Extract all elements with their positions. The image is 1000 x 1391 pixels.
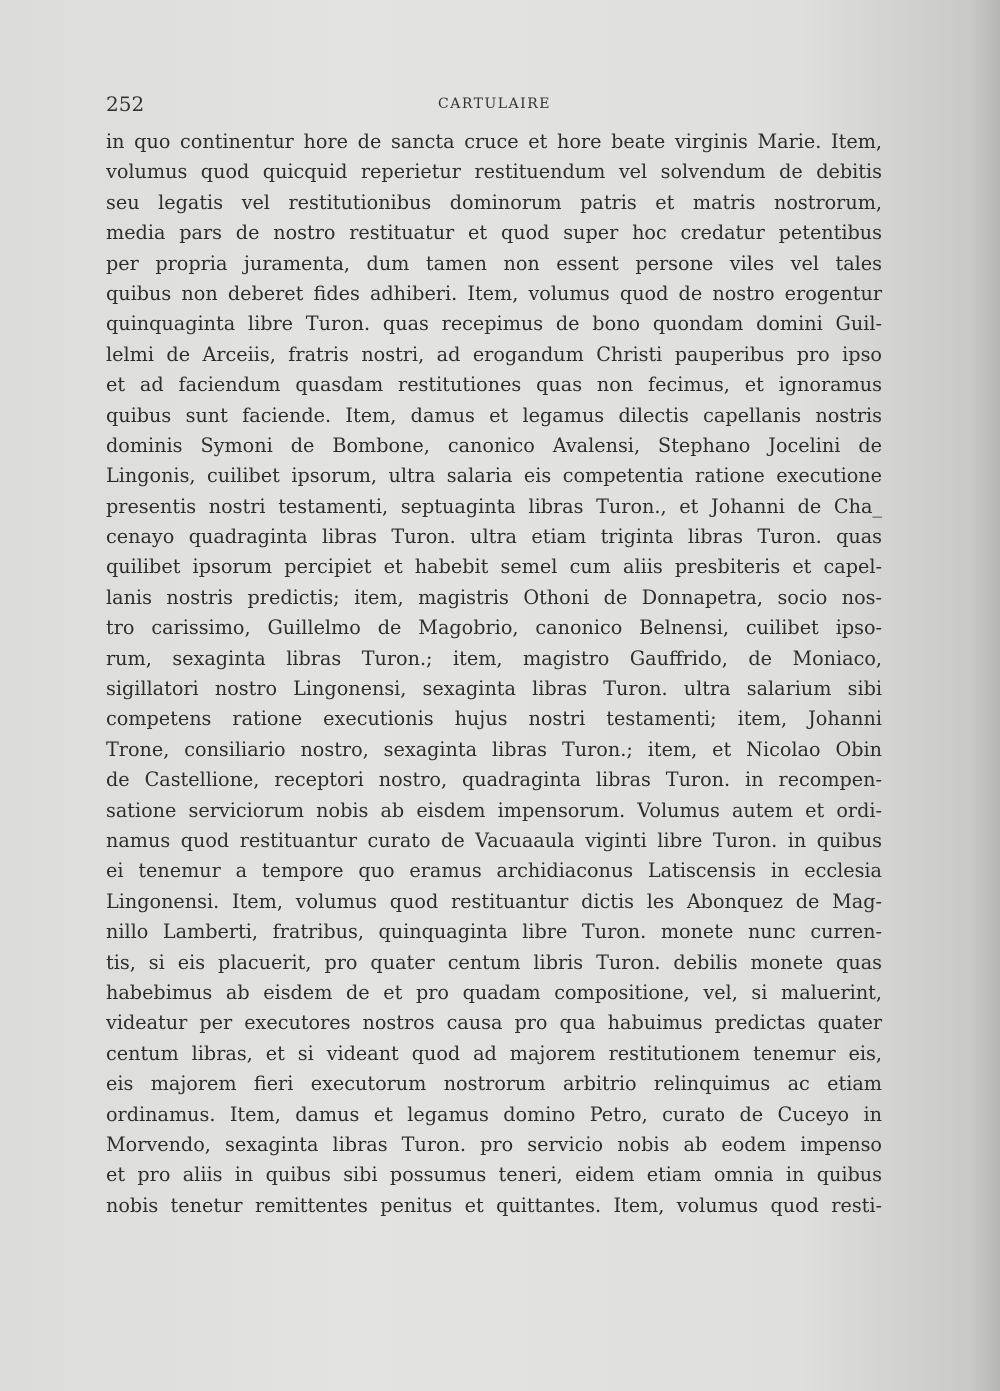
text-line: per propria juramenta, dum tamen non essent persone viles vel tales: [106, 251, 882, 275]
running-title: CARTULAIRE: [438, 96, 551, 112]
text-line: Trone, consiliario nostro, sexaginta libras Turon.; item, et Nicolao Obin: [106, 737, 882, 761]
text-line: quinquaginta libre Turon. quas recepimus de bono quondam domini Guil-: [106, 312, 882, 336]
text-line: Morvendo, sexaginta libras Turon. pro servicio nobis ab eodem impenso: [106, 1132, 882, 1156]
text-line: satione serviciorum nobis ab eisdem impensorum. Volumus autem et ordi-: [106, 798, 882, 822]
text-line: eis majorem fieri executorum nostrorum arbitrio relinquimus ac etiam: [106, 1072, 882, 1096]
text-line: et ad faciendum quasdam restitutiones quas non fecimus, et ignoramus: [106, 373, 882, 397]
text-line: lelmi de Arceiis, fratris nostri, ad erogandum Christi pauperibus pro ipso: [106, 342, 882, 366]
text-line: lanis nostris predictis; item, magistris Othoni de Donnapetra, socio nos-: [106, 585, 882, 609]
text-line: cenayo quadraginta libras Turon. ultra etiam triginta libras Turon. quas: [106, 525, 882, 549]
text-line: media pars de nostro restituatur et quod super hoc credatur petentibus: [106, 221, 882, 245]
text-line: nillo Lamberti, fratribus, quinquaginta libre Turon. monete nunc curren-: [106, 920, 882, 944]
page-number: 252: [106, 92, 145, 116]
text-line: volumus quod quicquid reperietur restituendum vel solvendum de debitis: [106, 160, 882, 184]
text-line: habebimus ab eisdem de et pro quadam compositione, vel, si maluerint,: [106, 980, 882, 1004]
text-line: in quo continentur hore de sancta cruce et hore beate virginis Marie. Item,: [106, 130, 882, 153]
text-line: seu legatis vel restitutionibus dominorum patris et matris nostrorum,: [106, 190, 882, 214]
text-line: ei tenemur a tempore quo eramus archidiaconus Latiscensis in ecclesia: [106, 859, 882, 883]
body-text: [106, 127, 882, 1221]
text-line: et pro aliis in quibus sibi possumus teneri, eidem etiam omnia in quibus: [106, 1163, 882, 1187]
text-line: presentis nostri testamenti, septuaginta libras Turon., et Johanni de Cha_: [106, 494, 882, 518]
text-line: tro carissimo, Guillelmo de Magobrio, canonico Belnensi, cuilibet ipso-: [106, 616, 882, 640]
text-line: sigillatori nostro Lingonensi, sexaginta libras Turon. ultra salarium sibi: [106, 677, 882, 701]
text-line: namus quod restituantur curato de Vacuaaula viginti libre Turon. in quibus: [106, 828, 882, 852]
text-line: quilibet ipsorum percipiet et habebit semel cum aliis presbiteris et capel-: [106, 555, 882, 579]
text-line: nobis tenetur remittentes penitus et quittantes. Item, volumus quod resti-: [106, 1193, 882, 1217]
text-line: Lingonis, cuilibet ipsorum, ultra salaria eis competentia ratione executione: [106, 464, 882, 488]
text-line: quibus sunt faciende. Item, damus et legamus dilectis capellanis nostris: [106, 403, 882, 427]
text-line: competens ratione executionis hujus nostri testamenti; item, Johanni: [106, 707, 882, 731]
text-line: tis, si eis placuerit, pro quater centum libris Turon. debilis monete quas: [106, 950, 882, 974]
text-line: centum libras, et si videant quod ad majorem restitutionem tenemur eis,: [106, 1041, 882, 1065]
text-line: rum, sexaginta libras Turon.; item, magistro Gauffrido, de Moniaco,: [106, 646, 882, 670]
text-line: de Castellione, receptori nostro, quadraginta libras Turon. in recompen-: [106, 768, 882, 792]
text-line: Lingonensi. Item, volumus quod restituantur dictis les Abonquez de Mag-: [106, 889, 882, 913]
running-head: [106, 92, 886, 122]
text-line: dominis Symoni de Bombone, canonico Avalensi, Stephano Jocelini de: [106, 433, 882, 457]
text-line: ordinamus. Item, damus et legamus domino Petro, curato de Cuceyo in: [106, 1102, 882, 1126]
text-line: quibus non deberet fides adhiberi. Item, volumus quod de nostro erogentur: [106, 281, 882, 305]
text-line: videatur per executores nostros causa pro qua habuimus predictas quater: [106, 1011, 882, 1035]
